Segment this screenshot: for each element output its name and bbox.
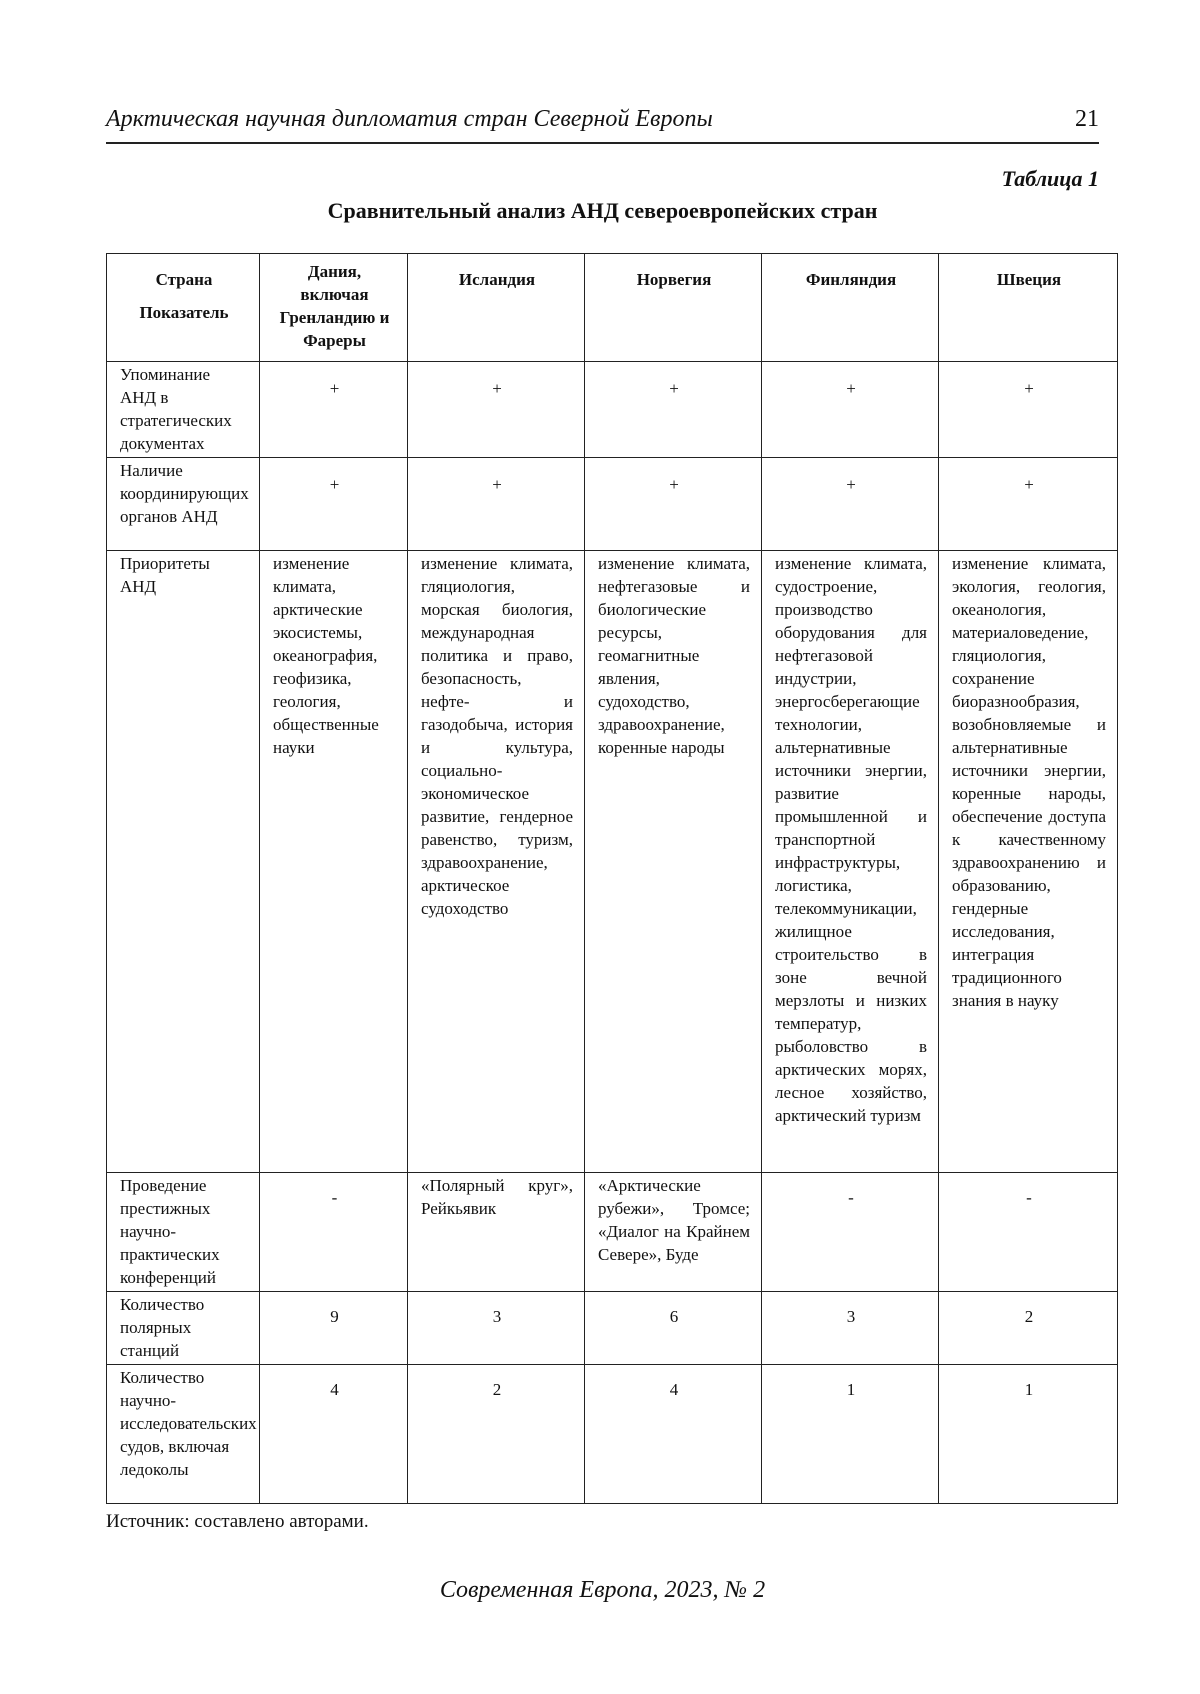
table-cell: + xyxy=(260,458,408,551)
header-divider xyxy=(106,142,1099,144)
table-cell: - xyxy=(762,1173,939,1292)
table-cell: 9 xyxy=(260,1292,408,1365)
table-row xyxy=(107,1292,1118,1365)
table-cell: 4 xyxy=(585,1365,762,1504)
table-cell: «Арктические рубежи», Тромсе; «Диалог на Крайнем Севере», Буде xyxy=(585,1173,762,1292)
table-row xyxy=(107,551,1118,1173)
table-cell: + xyxy=(585,458,762,551)
table-cell: 1 xyxy=(762,1365,939,1504)
row-label: Упоминание АНД в стратегических документах xyxy=(107,362,260,458)
table-cell: изменение климата, экология, геология, океанология, материаловедение, гляциология, сохранение биоразнообразия, возобновляемые и альтернативные источники энергии, коренные народы, обеспечение доступа к качественному здравоохранению и образованию, гендерные исследования, интеграция традиционного знания в науку xyxy=(939,551,1118,1173)
table-cell: изменение климата, гляциология, морская биология, международная политика и право, безопасность, нефте- и газодобыча, история и культура, социально-экономическое развитие, гендерное равенство, туризм, здравоохранение, арктическое судоходство xyxy=(408,551,585,1173)
row-label: Количество полярных станций xyxy=(107,1292,260,1365)
table-header-row xyxy=(107,254,1118,362)
table-cell: «Полярный круг», Рейкьявик xyxy=(408,1173,585,1292)
table-cell: изменение климата, нефтегазовые и биологические ресурсы, геомагнитные явления, судоходство, здравоохранение, коренные народы xyxy=(585,551,762,1173)
table-cell: 3 xyxy=(408,1292,585,1365)
table-row xyxy=(107,1173,1118,1292)
table-cell: + xyxy=(939,362,1118,458)
table-cell: 2 xyxy=(939,1292,1118,1365)
country-header: Финляндия xyxy=(762,254,939,362)
page-footer: Современная Европа, 2023, № 2 xyxy=(439,1577,766,1603)
table-title: Сравнительный анализ АНД североевропейских стран xyxy=(327,198,878,223)
table-row xyxy=(107,458,1118,551)
country-header: Исландия xyxy=(408,254,585,362)
table-cell: - xyxy=(260,1173,408,1292)
table-label: Таблица 1 xyxy=(1001,166,1099,191)
table-cell: 2 xyxy=(408,1365,585,1504)
corner-bottom-label: Показатель xyxy=(139,303,229,322)
table-cell: + xyxy=(408,362,585,458)
page-header xyxy=(106,102,1099,142)
table-row xyxy=(107,362,1118,458)
table-cell: + xyxy=(408,458,585,551)
table-cell: изменение климата, судостроение, производство оборудования для нефтегазовой индустрии, энергосберегающие технологии, альтернативные источники энергии, развитие промышленной и транспортной инфраструктуры, логистика, телекоммуникации, жилищное строительство в зоне вечной мерзлоты и низких температур, рыболовство в арктических морях, лесное хозяйство, арктический туризм xyxy=(762,551,939,1173)
corner-header-cell xyxy=(107,254,260,362)
table-row xyxy=(107,1365,1118,1504)
country-header: Норвегия xyxy=(585,254,762,362)
page-number: 21 xyxy=(1075,106,1099,132)
corner-top-label: Страна xyxy=(155,270,213,289)
country-header: Дания, включая Гренландию и Фареры xyxy=(260,254,408,362)
source-note: Источник: составлено авторами. xyxy=(106,1511,369,1532)
table-cell: + xyxy=(762,362,939,458)
table-cell: 4 xyxy=(260,1365,408,1504)
row-label: Приоритеты АНД xyxy=(107,551,260,1173)
country-header: Швеция xyxy=(939,254,1118,362)
table-cell: - xyxy=(939,1173,1118,1292)
table-cell: изменение климата, арктические экосистемы, океанография, геофизика, геология, общественные науки xyxy=(260,551,408,1173)
table-cell: 3 xyxy=(762,1292,939,1365)
row-label: Количество научно-исследовательских судов, включая ледоколы xyxy=(107,1365,260,1504)
table-cell: + xyxy=(260,362,408,458)
table-cell: + xyxy=(585,362,762,458)
row-label: Наличие координирующих органов АНД xyxy=(107,458,260,551)
row-label: Проведение престижных научно-практических конференций xyxy=(107,1173,260,1292)
table-cell: + xyxy=(762,458,939,551)
table-cell: 6 xyxy=(585,1292,762,1365)
comparison-table xyxy=(106,253,1118,1504)
table-cell: 1 xyxy=(939,1365,1118,1504)
table-cell: + xyxy=(939,458,1118,551)
running-title: Арктическая научная дипломатия стран Северной Европы xyxy=(106,106,713,132)
